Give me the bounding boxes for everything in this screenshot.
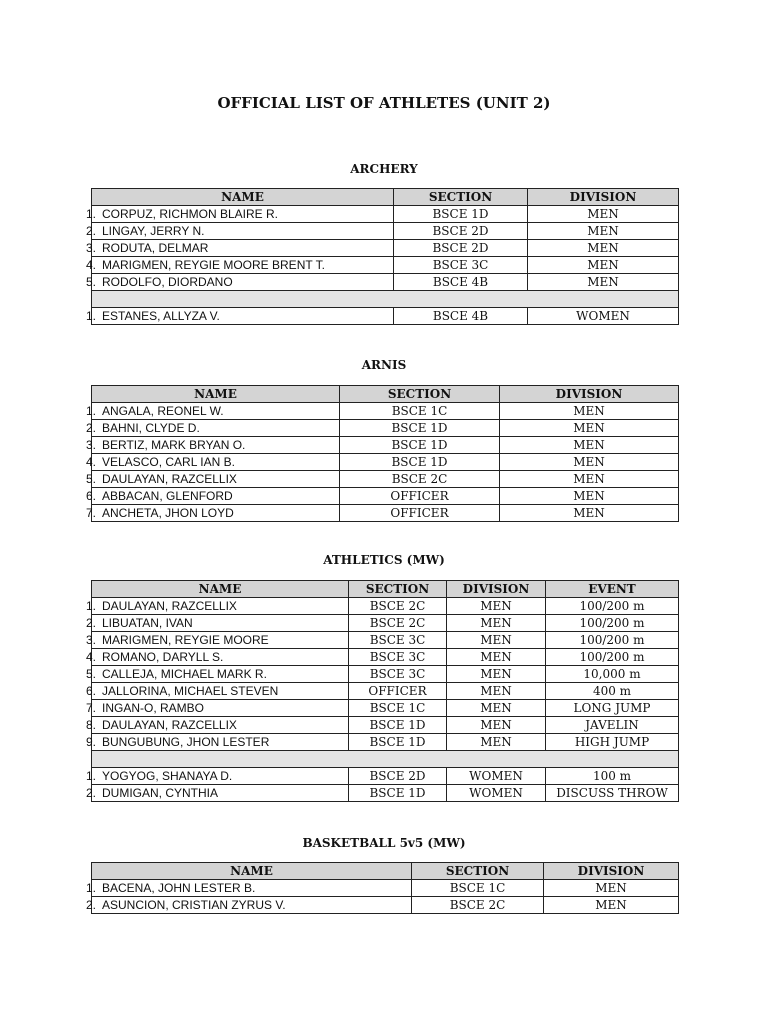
athlete-name: MARIGMEN, REYGIE MOORE BRENT T.: [102, 257, 325, 272]
division-cell: MEN: [500, 420, 679, 437]
athlete-name-cell: [85, 308, 394, 325]
athlete-name: ABBACAN, GLENFORD: [102, 488, 233, 503]
row-number: 7.: [85, 700, 96, 715]
athlete-name: INGAN-O, RAMBO: [102, 700, 205, 715]
athlete-name-cell: [85, 649, 349, 666]
athlete-name: JALLORINA, MICHAEL STEVEN: [102, 683, 279, 698]
table-header-row: [92, 189, 679, 206]
row-number: 5.: [85, 471, 96, 486]
athlete-name-cell: [85, 666, 349, 683]
division-cell: WOMEN: [447, 785, 546, 802]
division-cell: MEN: [500, 471, 679, 488]
section-cell: BSCE 1D: [340, 454, 500, 471]
section-cell: BSCE 2C: [349, 615, 447, 632]
table-row: [92, 734, 679, 751]
row-number: 2.: [85, 615, 96, 630]
table-row: [92, 308, 679, 325]
division-cell: MEN: [447, 598, 546, 615]
division-cell: WOMEN: [528, 308, 679, 325]
event-cell: 100 m: [546, 768, 679, 785]
division-cell: MEN: [447, 632, 546, 649]
row-number: 2.: [85, 785, 96, 800]
division-cell: MEN: [447, 683, 546, 700]
section-cell: BSCE 1C: [340, 403, 500, 420]
athlete-name-cell: [85, 240, 394, 257]
archery-men-rows: [85, 206, 679, 291]
group-spacer: [92, 751, 679, 768]
row-number: 1.: [85, 308, 96, 323]
athlete-name-cell: [85, 598, 349, 615]
division-cell: MEN: [447, 666, 546, 683]
header-division: DIVISION: [447, 581, 546, 598]
division-cell: MEN: [447, 734, 546, 751]
athlete-name: CORPUZ, RICHMON BLAIRE R.: [102, 206, 279, 221]
row-number: 3.: [85, 632, 96, 647]
event-cell: 100/200 m: [546, 649, 679, 666]
row-number: 5.: [85, 666, 96, 681]
table-row: [92, 632, 679, 649]
athlete-name-cell: [85, 700, 349, 717]
athlete-name: VELASCO, CARL IAN B.: [102, 454, 235, 469]
table-header-row: [92, 863, 679, 880]
table-row: [92, 206, 679, 223]
table-row: [92, 437, 679, 454]
table-row: [92, 488, 679, 505]
athlete-name: BUNGUBUNG, JHON LESTER: [102, 734, 270, 749]
division-cell: MEN: [544, 897, 679, 914]
row-number: 8.: [85, 717, 96, 732]
athlete-name-cell: [85, 403, 340, 420]
table-row: [92, 257, 679, 274]
table-row: [92, 505, 679, 522]
division-cell: MEN: [544, 880, 679, 897]
division-cell: MEN: [447, 615, 546, 632]
table-row: [92, 683, 679, 700]
athlete-name: ESTANES, ALLYZA V.: [102, 308, 220, 323]
table-row: [92, 666, 679, 683]
row-number: 7.: [85, 505, 96, 520]
athlete-name-cell: [85, 683, 349, 700]
row-number: 4.: [85, 649, 96, 664]
row-number: 2.: [85, 420, 96, 435]
athlete-name-cell: [85, 274, 394, 291]
section-cell: BSCE 3C: [394, 257, 528, 274]
athlete-name: MARIGMEN, REYGIE MOORE: [102, 632, 269, 647]
athlete-name-cell: [85, 454, 340, 471]
event-cell: JAVELIN: [546, 717, 679, 734]
row-number: 4.: [85, 454, 96, 469]
athlete-name-cell: [85, 488, 340, 505]
athlete-name: RODUTA, DELMAR: [102, 240, 209, 255]
archery-heading: ARCHERY: [350, 162, 418, 176]
header-name: NAME: [92, 189, 394, 206]
header-division: DIVISION: [500, 386, 679, 403]
athlete-name-cell: [85, 615, 349, 632]
athlete-name-cell: [85, 632, 349, 649]
division-cell: MEN: [528, 206, 679, 223]
basketball-rows: [85, 880, 679, 914]
division-cell: MEN: [528, 240, 679, 257]
table-row: [92, 615, 679, 632]
division-cell: MEN: [500, 488, 679, 505]
event-cell: 100/200 m: [546, 615, 679, 632]
athlete-name: BERTIZ, MARK BRYAN O.: [102, 437, 246, 452]
row-number: 6.: [85, 683, 96, 698]
header-section: SECTION: [349, 581, 447, 598]
section-cell: BSCE 1C: [349, 700, 447, 717]
athlete-name: DAULAYAN, RAZCELLIX: [102, 471, 237, 486]
athlete-name-cell: [85, 717, 349, 734]
section-cell: BSCE 1D: [349, 734, 447, 751]
division-cell: MEN: [447, 649, 546, 666]
athlete-name: YOGYOG, SHANAYA D.: [102, 768, 233, 783]
table-header-row: [92, 386, 679, 403]
header-division: DIVISION: [544, 863, 679, 880]
division-cell: MEN: [500, 454, 679, 471]
event-cell: 100/200 m: [546, 598, 679, 615]
athletics-men-rows: [85, 598, 679, 751]
athlete-name-cell: [85, 734, 349, 751]
row-number: 3.: [85, 437, 96, 452]
section-cell: BSCE 1C: [412, 880, 544, 897]
section-cell: BSCE 3C: [349, 649, 447, 666]
athlete-name: ANCHETA, JHON LOYD: [102, 505, 234, 520]
row-number: 1.: [85, 768, 96, 783]
table-row: [92, 454, 679, 471]
athlete-name-cell: [85, 206, 394, 223]
row-number: 9.: [85, 734, 96, 749]
header-section: SECTION: [412, 863, 544, 880]
event-cell: 100/200 m: [546, 632, 679, 649]
division-cell: MEN: [528, 274, 679, 291]
table-row: [92, 403, 679, 420]
event-cell: DISCUSS THROW: [546, 785, 679, 802]
table-row: [92, 700, 679, 717]
athlete-name-cell: [85, 471, 340, 488]
division-cell: MEN: [528, 223, 679, 240]
athlete-name: DAULAYAN, RAZCELLIX: [102, 598, 237, 613]
basketball-heading: BASKETBALL 5v5 (MW): [302, 836, 466, 850]
row-number: 1.: [85, 880, 96, 895]
athlete-name: RODOLFO, DIORDANO: [102, 274, 233, 289]
section-cell: BSCE 2D: [394, 223, 528, 240]
row-number: 1.: [85, 598, 96, 613]
section-cell: OFFICER: [340, 505, 500, 522]
athlete-name: ANGALA, REONEL W.: [102, 403, 224, 418]
athlete-name-cell: [85, 257, 394, 274]
event-cell: 400 m: [546, 683, 679, 700]
athlete-name: ROMANO, DARYLL S.: [102, 649, 224, 664]
division-cell: WOMEN: [447, 768, 546, 785]
athletics-women-rows: [85, 768, 679, 802]
header-name: NAME: [92, 386, 340, 403]
table-header-row: [92, 581, 679, 598]
athlete-name-cell: [85, 880, 412, 897]
row-number: 2.: [85, 897, 96, 912]
athlete-name: CALLEJA, MICHAEL MARK R.: [102, 666, 267, 681]
section-cell: BSCE 2C: [412, 897, 544, 914]
athlete-name-cell: [85, 223, 394, 240]
event-cell: LONG JUMP: [546, 700, 679, 717]
division-cell: MEN: [447, 717, 546, 734]
division-cell: MEN: [500, 437, 679, 454]
arnis-heading: ARNIS: [361, 358, 407, 372]
section-cell: BSCE 1D: [340, 420, 500, 437]
table-row: [92, 785, 679, 802]
arnis-table: [85, 385, 679, 522]
section-cell: BSCE 2C: [349, 598, 447, 615]
section-cell: BSCE 1D: [394, 206, 528, 223]
section-cell: BSCE 4B: [394, 274, 528, 291]
archery-table: [85, 188, 679, 325]
basketball-table: [85, 862, 679, 914]
section-cell: BSCE 3C: [349, 666, 447, 683]
section-cell: OFFICER: [340, 488, 500, 505]
division-cell: MEN: [528, 257, 679, 274]
division-cell: MEN: [500, 505, 679, 522]
division-cell: MEN: [447, 700, 546, 717]
table-row: [92, 471, 679, 488]
section-cell: BSCE 3C: [349, 632, 447, 649]
table-row: [92, 240, 679, 257]
header-event: EVENT: [546, 581, 679, 598]
header-division: DIVISION: [528, 189, 679, 206]
section-cell: BSCE 1D: [340, 437, 500, 454]
section-cell: BSCE 1D: [349, 785, 447, 802]
section-cell: OFFICER: [349, 683, 447, 700]
header-section: SECTION: [394, 189, 528, 206]
archery-women-rows: [85, 308, 679, 325]
athlete-name-cell: [85, 897, 412, 914]
table-row: [92, 274, 679, 291]
athletics-table: [85, 580, 679, 802]
athletics-heading: ATHLETICS (MW): [323, 553, 445, 567]
event-cell: HIGH JUMP: [546, 734, 679, 751]
table-row: [92, 598, 679, 615]
row-number: 1.: [85, 206, 96, 221]
section-cell: BSCE 2C: [340, 471, 500, 488]
athlete-name: DUMIGAN, CYNTHIA: [102, 785, 219, 800]
athlete-name: ASUNCION, CRISTIAN ZYRUS V.: [102, 897, 286, 912]
table-row: [92, 223, 679, 240]
row-number: 3.: [85, 240, 96, 255]
section-cell: BSCE 4B: [394, 308, 528, 325]
row-number: 2.: [85, 223, 96, 238]
athlete-name: DAULAYAN, RAZCELLIX: [102, 717, 237, 732]
table-row: [92, 717, 679, 734]
athlete-name: BAHNI, CLYDE D.: [102, 420, 200, 435]
row-number: 1.: [85, 403, 96, 418]
division-cell: MEN: [500, 403, 679, 420]
athlete-name-cell: [85, 420, 340, 437]
event-cell: 10,000 m: [546, 666, 679, 683]
athlete-name: BACENA, JOHN LESTER B.: [102, 880, 256, 895]
arnis-rows: [85, 403, 679, 522]
section-cell: BSCE 2D: [349, 768, 447, 785]
header-name: NAME: [92, 581, 349, 598]
section-cell: BSCE 1D: [349, 717, 447, 734]
table-row: [92, 768, 679, 785]
athlete-name: LIBUATAN, IVAN: [102, 615, 193, 630]
athlete-name-cell: [85, 768, 349, 785]
table-row: [92, 649, 679, 666]
document-title: OFFICIAL LIST OF ATHLETES (UNIT 2): [217, 94, 551, 112]
table-row: [92, 420, 679, 437]
athlete-name-cell: [85, 505, 340, 522]
header-name: NAME: [92, 863, 412, 880]
athlete-name-cell: [85, 785, 349, 802]
athlete-name: LINGAY, JERRY N.: [102, 223, 205, 238]
athlete-name-cell: [85, 437, 340, 454]
group-spacer: [92, 291, 679, 308]
section-cell: BSCE 2D: [394, 240, 528, 257]
row-number: 4.: [85, 257, 96, 272]
header-section: SECTION: [340, 386, 500, 403]
table-row: [92, 880, 679, 897]
table-row: [92, 897, 679, 914]
row-number: 5.: [85, 274, 96, 289]
row-number: 6.: [85, 488, 96, 503]
